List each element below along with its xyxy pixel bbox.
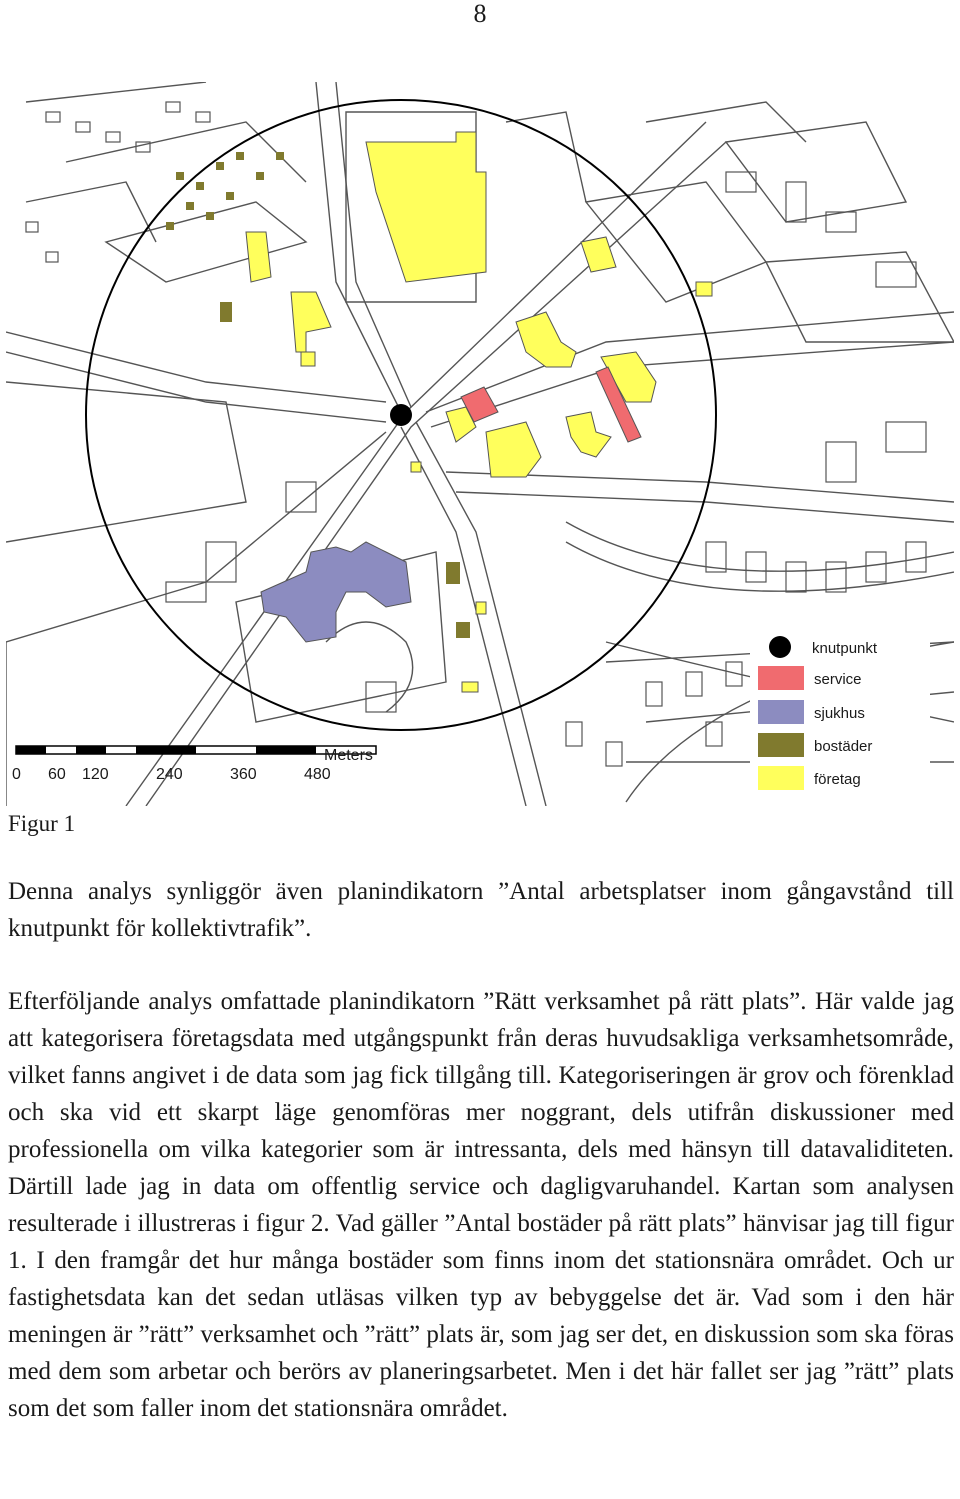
- page-number: 8: [473, 0, 487, 28]
- map-legend: [750, 632, 930, 800]
- legend-knutpunkt-icon: [769, 636, 791, 658]
- scale-tick: 360: [230, 766, 257, 783]
- paragraph: Efterföljande analys omfattade planindikatorn ”Rätt verksamhet på rätt plats”. Här valde jag att kategorisera företagsdata med utgångspunkt från deras huvudsakliga verksamhetsområde, vilket fanns angivet i de data som jag fick tillgång till. Kategoriseringen är grov och förenklad och ska vid ett skarpt läge genomföras mer noggrant, dels utifrån diskussioner med professionella om vilka kategorier som är intressanta, dels med hänsyn till datavaliditeten. Därtill lade jag in data om offentlig service och dagligvaruhandel. Kartan som analysen resulterade i illustreras i figur 2. Vad gäller ”Antal bostäder på rätt plats” hänvisar jag till figur 1. I den framgår det hur många bostäder som finns inom det stationsnära området. Och ur fastighetsdata kan det sedan utläsas vilken typ av bebyggelse det är. Vad som i den här meningen är ”rätt” verksamhet och ”rätt” plats är, som jag ser det, en diskussion som ska föras med dem som arbetar och berörs av planeringsarbetet. Men i det här fallet ser jag ”rätt” plats som det som faller inom det stationsnära området.: [8, 988, 954, 1422]
- legend-label: företag: [814, 771, 861, 788]
- knutpunkt-marker: [390, 404, 412, 426]
- scale-tick: 240: [156, 766, 183, 783]
- legend-swatch-bostader: [758, 733, 804, 757]
- legend-label: bostäder: [814, 738, 873, 755]
- scale-unit: Meters: [324, 747, 373, 764]
- legend-swatch-sjukhus: [758, 700, 804, 724]
- paragraph: Denna analys synliggör även planindikatorn ”Antal arbetsplatser inom gångavstånd till knutpunkt för kollektivtrafik”.: [8, 878, 954, 942]
- map-figure: [6, 82, 954, 806]
- scale-tick: 0: [12, 766, 21, 783]
- map-image: [6, 82, 954, 806]
- figure-caption: Figur 1: [8, 811, 76, 836]
- legend-swatch-foretag: [758, 766, 804, 790]
- legend-swatch-service: [758, 666, 804, 690]
- legend-label: knutpunkt: [812, 640, 878, 657]
- legend-label: service: [814, 671, 862, 688]
- scale-tick: 120: [82, 766, 109, 783]
- legend-label: sjukhus: [814, 705, 865, 722]
- scale-tick: 60: [48, 766, 66, 783]
- scale-tick: 480: [304, 766, 331, 783]
